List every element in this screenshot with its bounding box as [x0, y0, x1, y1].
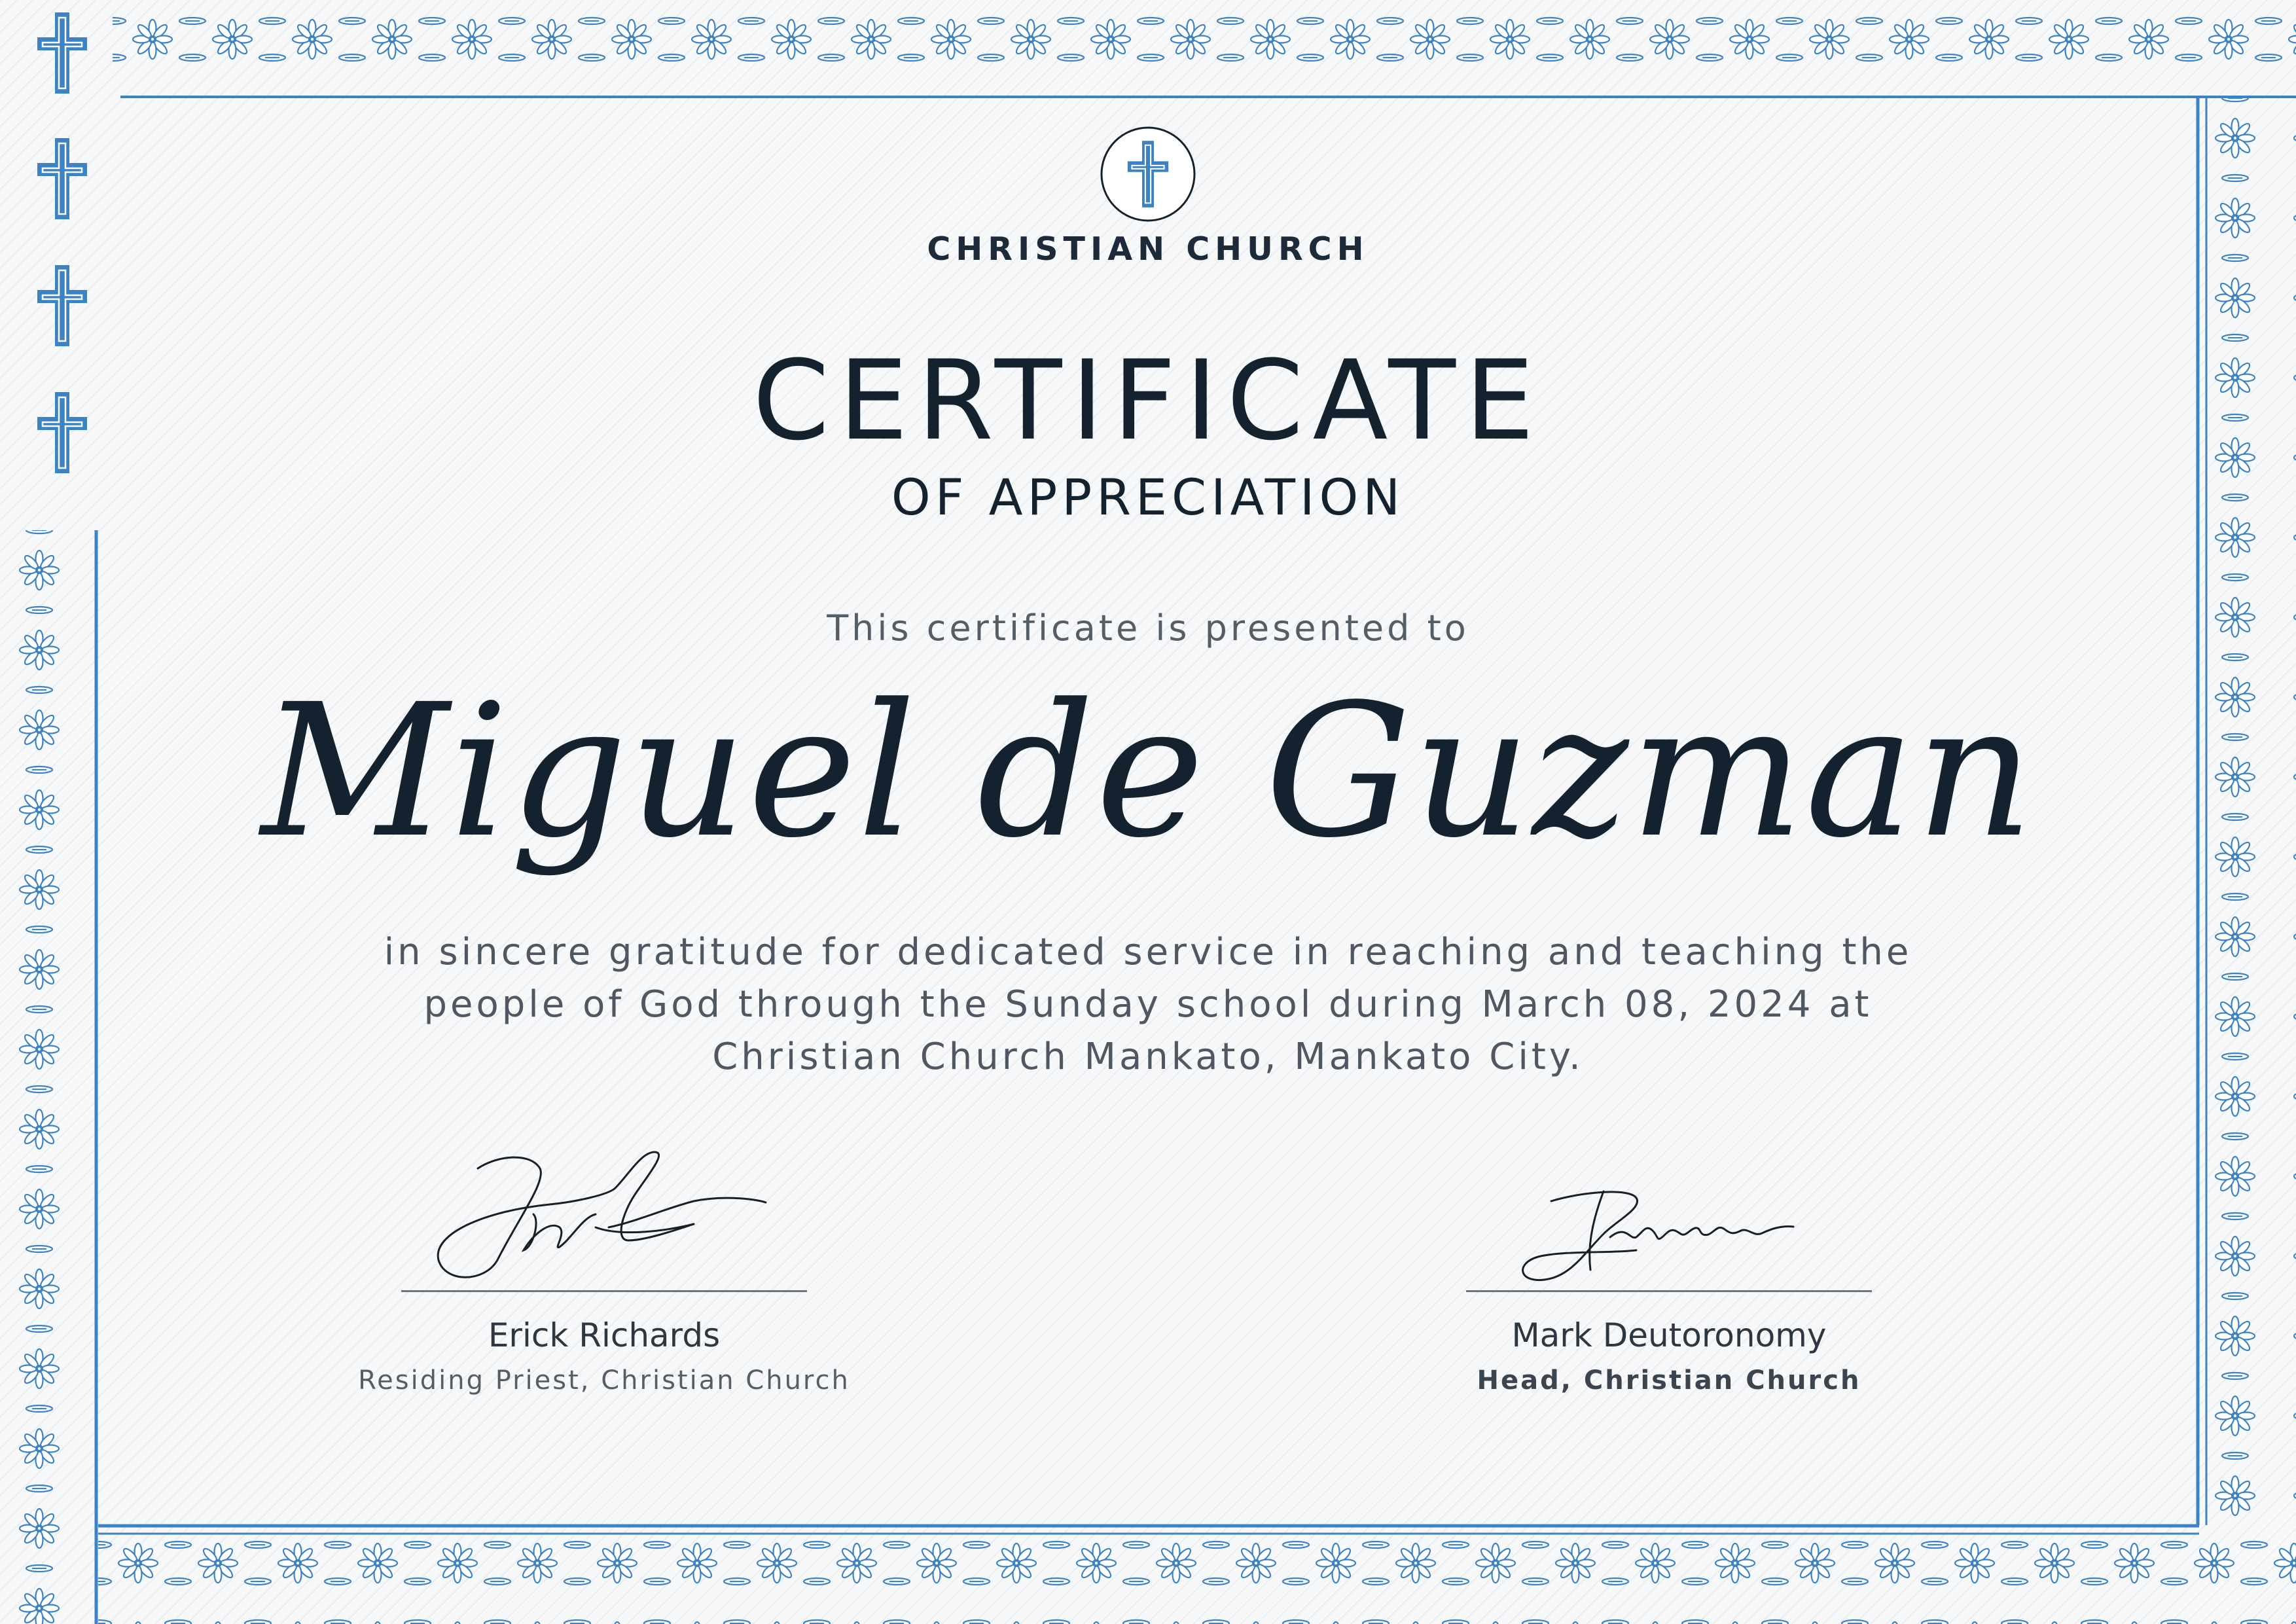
body-line: Christian Church Mankato, Mankato City.: [712, 1036, 1584, 1078]
signature-line: [1466, 1290, 1872, 1292]
signature-scribble: [419, 1142, 785, 1293]
certificate-title: CERTIFICATE: [752, 336, 1544, 465]
certificate-subtitle: OF APPRECIATION: [891, 468, 1405, 526]
signatory-role: Head, Christian Church: [1477, 1365, 1861, 1396]
body-line: in sincere gratitude for dedicated service in reaching and teaching the: [384, 931, 1912, 973]
cross-icon: [26, 257, 98, 355]
organization-name: CHRISTIAN CHURCH: [927, 230, 1369, 268]
signatory-name: Erick Richards: [488, 1316, 721, 1354]
church-logo-cross-icon: [1098, 124, 1198, 224]
signatory-role: Residing Priest, Christian Church: [358, 1365, 850, 1396]
certificate-body: [0, 926, 2296, 1083]
top-border: [113, 0, 2296, 98]
body-line: people of God through the Sunday school during March 08, 2024 at: [423, 983, 1873, 1026]
cross-icon: [26, 130, 98, 228]
signature-scribble: [1505, 1172, 1806, 1290]
signatory-name: Mark Deutoronomy: [1511, 1316, 1827, 1354]
recipient-name: Miguel de Guzman: [260, 665, 2036, 878]
cross-icon: [26, 4, 98, 102]
bottom-border: [98, 1524, 2296, 1624]
presented-to-text: This certificate is presented to: [827, 607, 1469, 649]
signature-line: [401, 1290, 807, 1292]
